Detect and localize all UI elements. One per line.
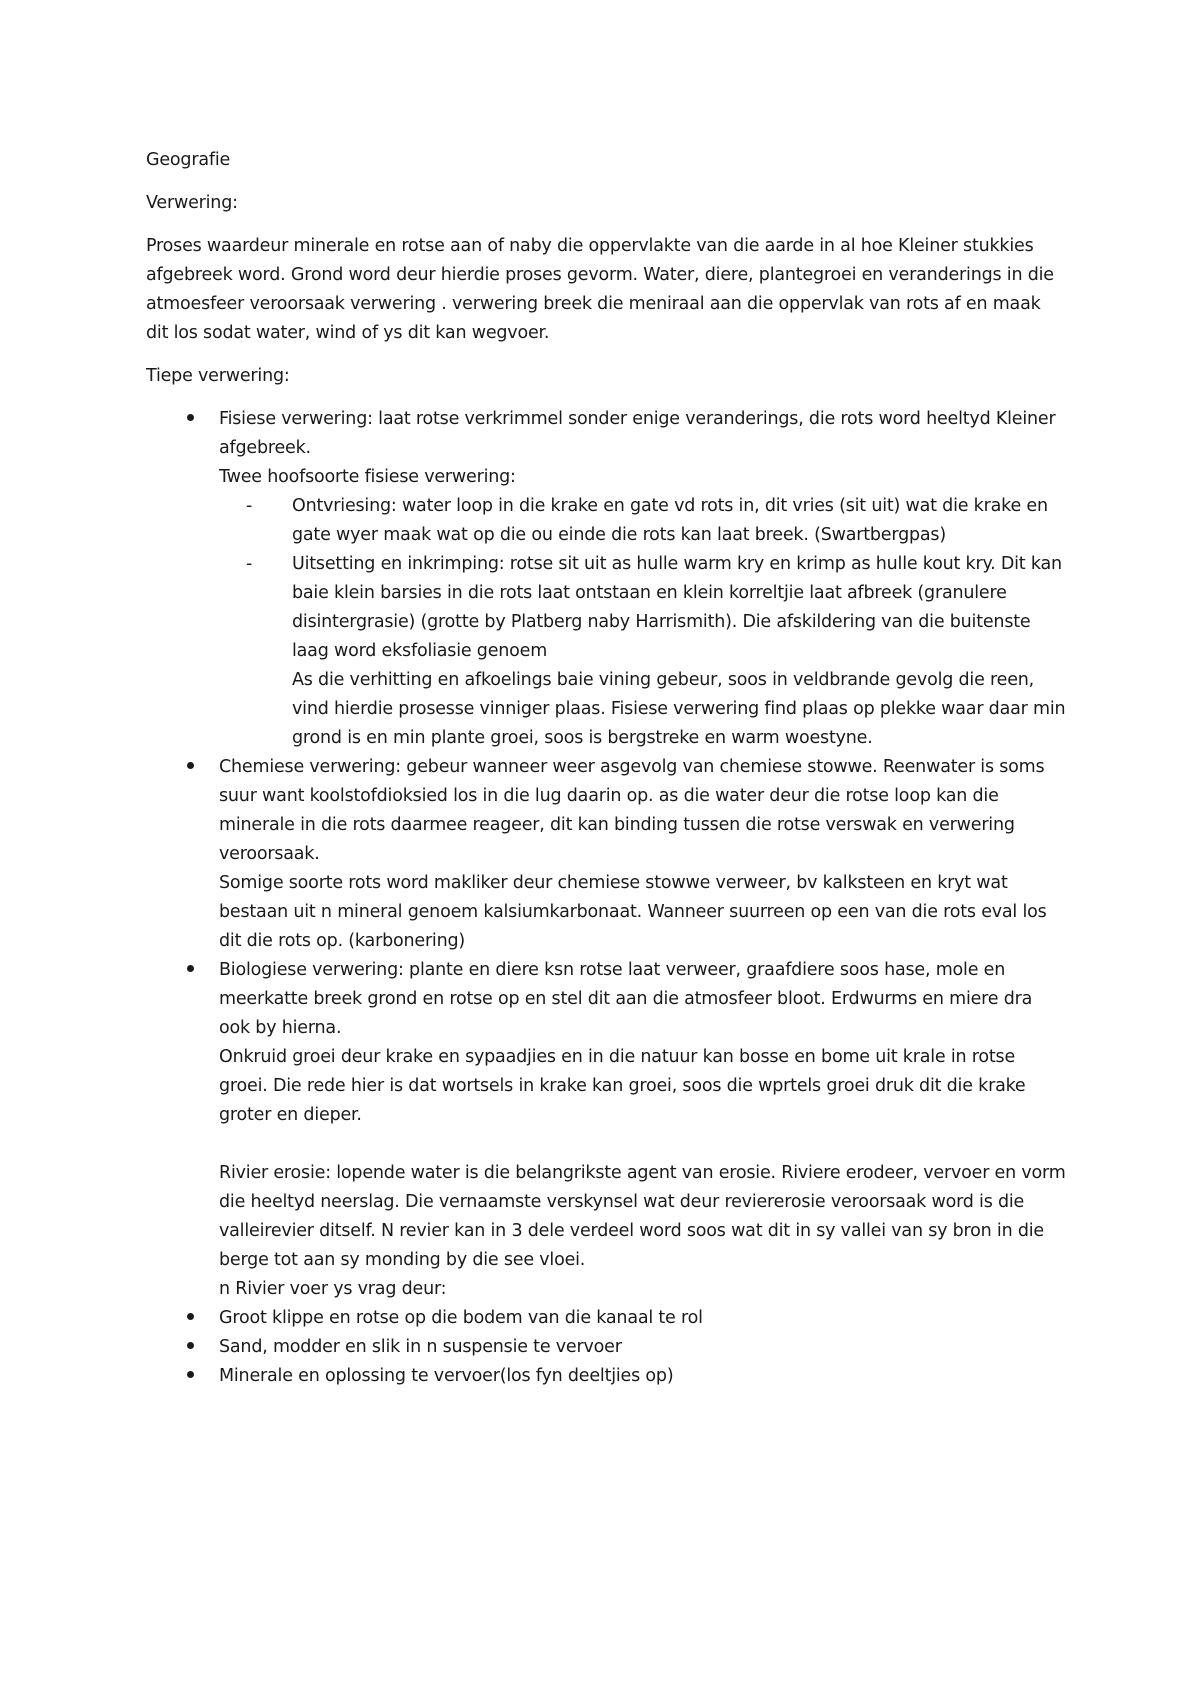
biological-lead: Biologiese verwering: plante en diere ksn rotse laat verweer, graafdiere soos hase, mole en meerkatte breek grond en rotse op en stel dit aan die atmosfeer bloot. Erdwurms en miere dra ook by hierna. <box>219 960 1033 1038</box>
expansion-text: Uitsetting en inkrimping: rotse sit uit as hulle warm kry en krimp as hulle kout kry. Dit kan baie klein barsies in die rots laat ontstaan en klein korreltjie laat afbreek (granulere disintergrasie) (grotte by Platberg naby Harrismith). Die afskildering van die buitenste laag word eksfoliasie genoem <box>292 554 1062 661</box>
river-erosion-text: Rivier erosie: lopende water is die belangrikste agent van erosie. Riviere erodeer, vervoer en vorm die heeltyd neerslag. Die vernaamste verskynsel wat deur reviererosie veroorsaak word is die valleirevier ditself. N revier kan in 3 dele verdeel word soos wat dit in sy vallei van sy bron in die berge tot aan sy monding by die see vloei. <box>219 1163 1066 1270</box>
list-item-carry-1 <box>146 1304 1066 1333</box>
list-item-chemical <box>146 753 1066 956</box>
dash-marker: - <box>246 496 253 516</box>
document-title: Geografie <box>146 150 231 170</box>
bullet-icon <box>183 1362 197 1391</box>
weathering-types-list <box>146 405 1066 1391</box>
document-body <box>146 146 1066 1391</box>
bullet-icon <box>183 753 197 782</box>
biological-extra: Onkruid groei deur krake en sypaadjies en in die natuur kan bosse en bome uit krale in rotse groei. Die rede hier is dat wortsels in krake kan groei, soos die wprtels groei druk dit die krake groter en dieper. <box>219 1047 1026 1125</box>
bullet-icon <box>183 405 197 434</box>
expansion-extra: As die verhitting en afkoelings baie vining gebeur, soos in veldbrande gevolg die reen, vind hierdie prosesse vinniger plaas. Fisiese verwering find plaas op plekke waar daar min grond is en min plante groei, soos is bergstreke en warm woestyne. <box>292 670 1066 748</box>
dash-item-frost <box>219 492 1066 550</box>
types-heading: Tiepe verwering: <box>146 366 290 386</box>
list-item-physical <box>146 405 1066 753</box>
list-item-carry-2 <box>146 1333 1066 1362</box>
bullet-icon <box>183 1333 197 1362</box>
bullet-icon <box>183 1304 197 1333</box>
blank-line <box>219 1130 1066 1159</box>
chemical-extra: Somige soorte rots word makliker deur chemiese stowwe verweer, bv kalksteen en kryt wat bestaan uit n mineral genoem kalsiumkarbonaat. Wanneer suurreen op een van die rots eval los dit die rots op. (karbonering) <box>219 873 1047 951</box>
section-heading: Verwering: <box>146 193 238 213</box>
dash-item-expansion <box>219 550 1066 753</box>
carry-item-text: Sand, modder en slik in n suspensie te vervoer <box>219 1337 622 1357</box>
river-carry-text: n Rivier voer ys vrag deur: <box>219 1279 447 1299</box>
carry-item-text: Minerale en oplossing te vervoer(los fyn deeltjies op) <box>219 1366 674 1386</box>
carry-item-text: Groot klippe en rotse op die bodem van die kanaal te rol <box>219 1308 703 1328</box>
frost-text: Ontvriesing: water loop in die krake en gate vd rots in, dit vries (sit uit) wat die krake en gate wyer maak wat op die ou einde die rots kan laat breek. (Swartbergpas) <box>292 496 1048 545</box>
physical-lead: Fisiese verwering: laat rotse verkrimmel sonder enige veranderings, die rots word heeltyd Kleiner afgebreek. <box>219 409 1056 458</box>
dash-marker: - <box>246 554 253 574</box>
chemical-lead: Chemiese verwering: gebeur wanneer weer asgevolg van chemiese stowwe. Reenwater is soms suur want koolstofdioksied los in die lug daarin op. as die water deur die rotse loop kan die minerale in die rots daarmee reageer, dit kan binding tussen die rotse verswak en verwering veroorsaak. <box>219 757 1045 864</box>
intro-paragraph: Proses waardeur minerale en rotse aan of naby die oppervlakte van die aarde in al hoe Kleiner stukkies afgebreek word. Grond word deur hierdie proses gevorm. Water, diere, plantegroei en veranderings in die atmoesfeer veroorsaak verwering . verwering breek die meniraal aan die oppervlak van rots af en maak dit los sodat water, wind of ys dit kan wegvoer. <box>146 236 1054 343</box>
list-item-biological <box>146 956 1066 1304</box>
bullet-icon <box>183 956 197 985</box>
physical-types-list <box>146 492 1066 753</box>
list-item-carry-3 <box>146 1362 1066 1391</box>
physical-sub-heading: Twee hoofsoorte fisiese verwering: <box>219 467 516 487</box>
